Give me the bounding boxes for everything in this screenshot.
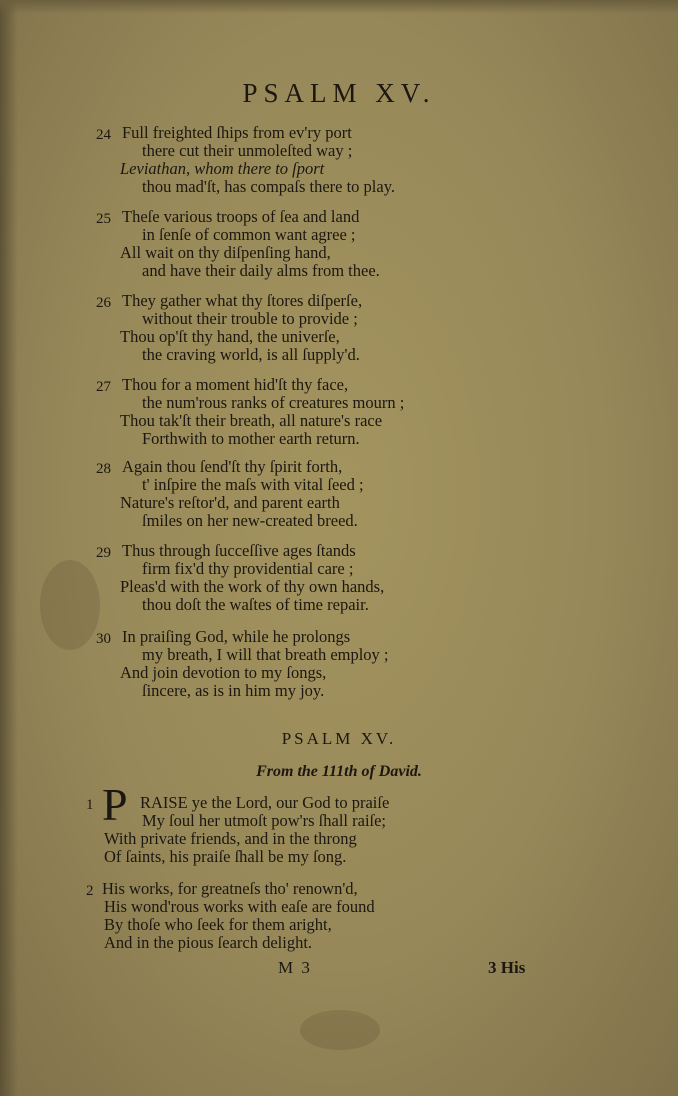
verse-line: All wait on thy diſpenſing hand, [120,243,331,262]
stanza-number: 28 [96,461,111,477]
verse-line: ſmiles on her new-created breed. [142,511,358,530]
verse-line: Leviathan, whom there to ſport [120,159,325,178]
verse-line: the craving world, is all ſupply'd. [142,345,360,364]
verse-line: And in the pious ſearch delight. [104,933,313,952]
verse-line: My ſoul her utmoſt pow'rs ſhall raiſe; [142,811,387,830]
page-edge-shadow [0,0,18,1096]
verse-line: Thou for a moment hid'ſt thy face, [122,375,349,394]
verse-line: my breath, I will that breath employ ; [142,645,389,664]
verse-line: Of ſaints, his praiſe ſhall be my ſong. [104,847,347,866]
verse-line: Thou tak'ſt their breath, all nature's race [120,411,383,430]
stanza-number: 29 [96,545,111,561]
page-top-shadow [0,0,678,14]
verse-line: thou mad'ſt, has compaſs there to play. [142,177,396,196]
stanza-number: 26 [96,295,111,311]
paper-stain [40,560,100,650]
verse-line: Pleas'd with the work of thy own hands, [120,577,385,596]
verse-line: Nature's reſtor'd, and parent earth [120,493,340,512]
paper-stain [300,1010,380,1050]
verse-line: Again thou ſend'ſt thy ſpirit forth, [122,457,343,476]
stanza-number: 30 [96,631,111,647]
verse-line: Full freighted ſhips from ev'ry port [122,123,352,142]
verse-line: His works, for greatneſs tho' renown'd, [102,879,358,898]
section-subtitle: From the 111th of David. [256,763,422,780]
verse-line: there cut their unmoleſted way ; [142,141,353,160]
verse-line: the num'rous ranks of creatures mourn ; [142,393,405,412]
verse-line: They gather what thy ſtores diſperſe, [122,291,363,310]
section-title: PSALM XV. [281,729,397,748]
verse-line: and have their daily alms from thee. [142,261,380,280]
verse-line: ſincere, as is in him my joy. [142,681,325,700]
verse-line: Theſe various troops of ſea and land [122,207,360,226]
verse-line: Forthwith to mother earth return. [142,429,360,448]
stanza-number: 2 [86,883,94,899]
verse-line: RAISE ye the Lord, our God to praiſe [140,793,390,812]
verse-line: By thoſe who ſeek for them aright, [104,915,332,934]
verse-line: without their trouble to provide ; [142,309,358,328]
signature-mark: M 3 [278,958,312,977]
verse-line: And join devotion to my ſongs, [120,663,327,682]
verse-line: With private friends, and in the throng [104,829,357,848]
verse-line: t' inſpire the maſs with vital ſeed ; [142,475,364,494]
stanza-number: 25 [96,211,111,227]
verse-line: firm fix'd thy providential care ; [142,559,354,578]
catchword: 3 His [488,958,526,977]
verse-line: Thus through ſucceſſive ages ſtands [122,541,356,560]
verse-line: thou doſt the waſtes of time repair. [142,595,369,614]
stanza-number: 27 [96,379,111,395]
verse-line: In praiſing God, while he prolongs [122,627,351,646]
verse-line: in ſenſe of common want agree ; [142,225,356,244]
stanza-number: 1 [86,797,94,813]
page-header-title: PSALM XV. [242,78,436,108]
verse-line: His wond'rous works with eaſe are found [104,897,375,916]
stanza-number: 24 [96,127,111,143]
verse-line: Thou op'ſt thy hand, the univerſe, [120,327,340,346]
drop-cap: P [102,779,128,830]
